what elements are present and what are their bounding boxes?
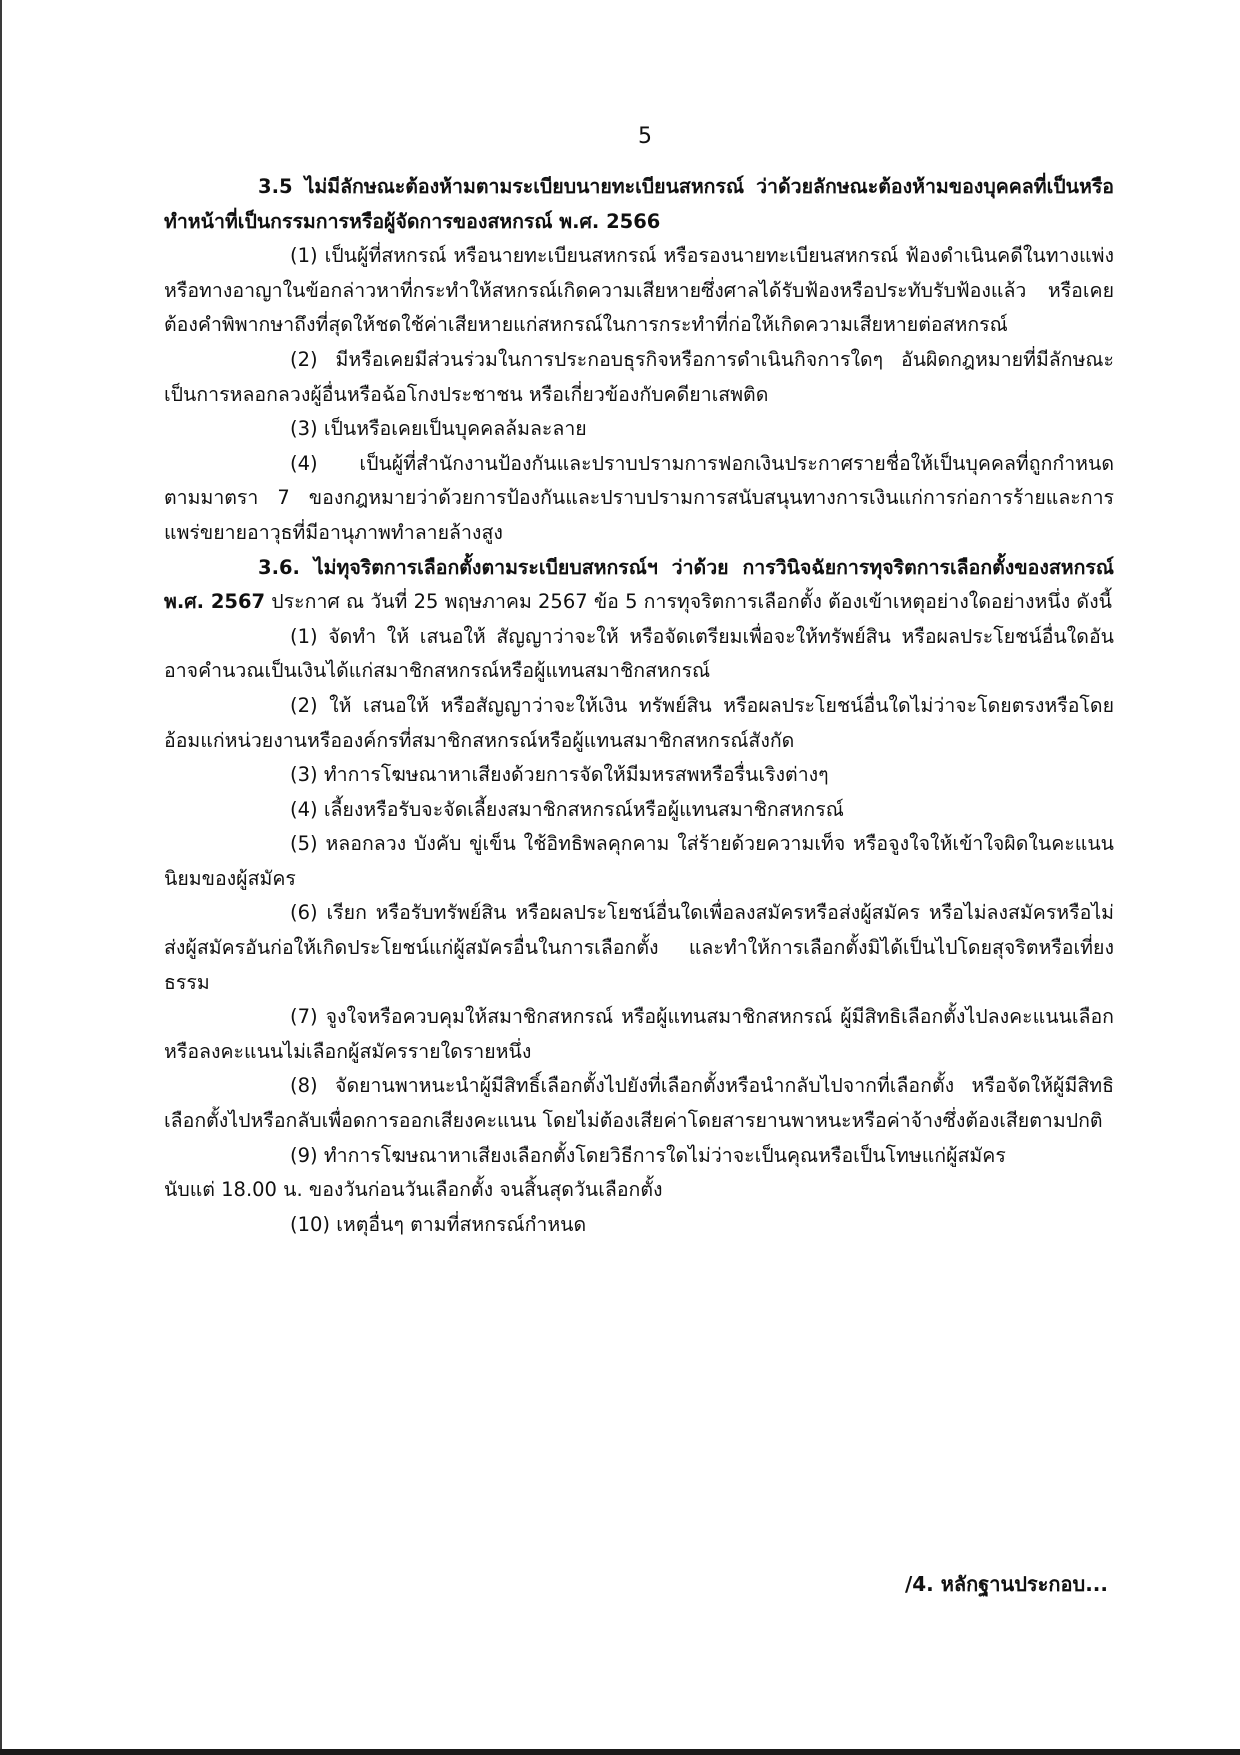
- section-3-6-item-7: (7) จูงใจหรือควบคุมให้สมาชิกสหกรณ์ หรือผู้แทนสมาชิกสหกรณ์ ผู้มีสิทธิเลือกตั้งไปลงคะแนนเลือกหรือลงคะแนนไม่เลือกผู้สมัครรายใดรายหนึ่ง: [164, 1005, 1114, 1063]
- section-3-5-item-1: (1) เป็นผู้ที่สหกรณ์ หรือนายทะเบียนสหกรณ์ หรือรองนายทะเบียนสหกรณ์ ฟ้องดำเนินคดีในทางแพ่งหรือทางอาญาในข้อกล่าวหาที่กระทำให้สหกรณ์เกิดความเสียหายซึ่งศาลได้รับฟ้องหรือประทับรับฟ้องแล้ว หรือเคยต้องคำพิพากษาถึงที่สุดให้ชดใช้ค่าเสียหายแก่สหกรณ์ในการกระทำที่ก่อให้เกิดความเสียหายต่อสหกรณ์: [164, 244, 1114, 337]
- section-3-6-heading-bold: 3.6. ไม่ทุจริตการเลือกตั้งตามระเบียบสหกรณ์ฯ ว่าด้วย การวินิจฉัยการทุจริตการเลือกตั้งของสหกรณ์ พ.ศ. 2567: [164, 555, 1114, 614]
- continuation-note: /4. หลักฐานประกอบ...: [904, 1572, 1108, 1596]
- section-3-6-item-10: (10) เหตุอื่นๆ ตามที่สหกรณ์กำหนด: [290, 1212, 587, 1236]
- section-3-5-item-3: (3) เป็นหรือเคยเป็นบุคคลล้มละลาย: [290, 417, 587, 441]
- section-3-6-item-2: (2) ให้ เสนอให้ หรือสัญญาว่าจะให้เงิน ทรัพย์สิน หรือผลประโยชน์อื่นใดไม่ว่าจะโดยตรงหรือโดยอ้อมแก่หน่วยงานหรือองค์กรที่สมาชิกสหกรณ์หรือผู้แทนสมาชิกสหกรณ์สังกัด: [164, 693, 1114, 752]
- section-3-5-item-4: (4) เป็นผู้ที่สำนักงานป้องกันและปราบปรามการฟอกเงินประกาศรายชื่อให้เป็นบุคคลที่ถูกกำหนดตามมาตรา 7 ของกฎหมายว่าด้วยการป้องกันและปราบปรามการสนับสนุนทางการเงินแก่การก่อการร้ายและการแพร่ขยายอาวุธที่มีอานุภาพทำลายล้างสูง: [164, 451, 1114, 544]
- section-3-6-item-1: (1) จัดทำ ให้ เสนอให้ สัญญาว่าจะให้ หรือจัดเตรียมเพื่อจะให้ทรัพย์สิน หรือผลประโยชน์อื่นใดอันอาจคำนวณเป็นเงินได้แก่สมาชิกสหกรณ์หรือผู้แทนสมาชิกสหกรณ์: [164, 624, 1114, 683]
- document-body: [164, 170, 1114, 1242]
- section-3-6-heading: [164, 551, 1114, 620]
- page-left-edge: [0, 0, 2, 1755]
- section-3-5-item-2: (2) มีหรือเคยมีส่วนร่วมในการประกอบธุรกิจหรือการดำเนินกิจการใดๆ อันผิดกฎหมายที่มีลักษณะเป็นการหลอกลวงผู้อื่นหรือฉ้อโกงประชาชน หรือเกี่ยวข้องกับคดียาเสพติด: [164, 347, 1114, 406]
- section-3-6-item-9-line-1: (9) ทำการโฆษณาหาเสียงเลือกตั้งโดยวิธีการใดไม่ว่าจะเป็นคุณหรือเป็นโทษแก่ผู้สมัคร: [290, 1143, 1006, 1167]
- section-3-6-item-3: (3) ทำการโฆษณาหาเสียงด้วยการจัดให้มีมหรสพหรือรื่นเริงต่างๆ: [290, 763, 829, 787]
- scan-bottom-border: [0, 1749, 1240, 1755]
- section-3-5-heading: 3.5 ไม่มีลักษณะต้องห้ามตามระเบียบนายทะเบียนสหกรณ์ ว่าด้วยลักษณะต้องห้ามของบุคคลที่เป็นหรือทำหน้าที่เป็นกรรมการหรือผู้จัดการของสหกรณ์ พ.ศ. 2566: [164, 175, 1114, 233]
- page-number: 5: [638, 124, 652, 149]
- section-3-6-item-6: (6) เรียก หรือรับทรัพย์สิน หรือผลประโยชน์อื่นใดเพื่อลงสมัครหรือส่งผู้สมัคร หรือไม่ลงสมัครหรือไม่ส่งผู้สมัครอันก่อให้เกิดประโยชน์แก่ผู้สมัครอื่นในการเลือกตั้ง และทำให้การเลือกตั้งมิได้เป็นไปโดยสุจริตหรือเที่ยงธรรม: [164, 901, 1114, 994]
- section-3-6-item-9-line-2: นับแต่ 18.00 น. ของวันก่อนวันเลือกตั้ง จนสิ้นสุดวันเลือกตั้ง: [164, 1178, 663, 1202]
- section-3-6-item-8: (8) จัดยานพาหนะนำผู้มีสิทธิ์เลือกตั้งไปยังที่เลือกตั้งหรือนำกลับไปจากที่เลือกตั้ง หรือจัดให้ผู้มีสิทธิเลือกตั้งไปหรือกลับเพื่อดการออกเสียงคะแนน โดยไม่ต้องเสียค่าโดยสารยานพาหนะหรือค่าจ้างซึ่งต้องเสียตามปกติ: [164, 1074, 1114, 1133]
- section-3-6-item-5: (5) หลอกลวง บังคับ ขู่เข็น ใช้อิทธิพลคุกคาม ใส่ร้ายด้วยความเท็จ หรือจูงใจให้เข้าใจผิดในคะแนนนิยมของผู้สมัคร: [164, 832, 1114, 890]
- section-3-6-item-4: (4) เลี้ยงหรือรับจะจัดเลี้ยงสมาชิกสหกรณ์หรือผู้แทนสมาชิกสหกรณ์: [290, 797, 844, 821]
- section-3-6-heading-rest: ประกาศ ณ วันที่ 25 พฤษภาคม 2567 ข้อ 5 การทุจริตการเลือกตั้ง ต้องเข้าเหตุอย่างใดอย่างหนึ่ง ดังนี้: [265, 590, 1112, 614]
